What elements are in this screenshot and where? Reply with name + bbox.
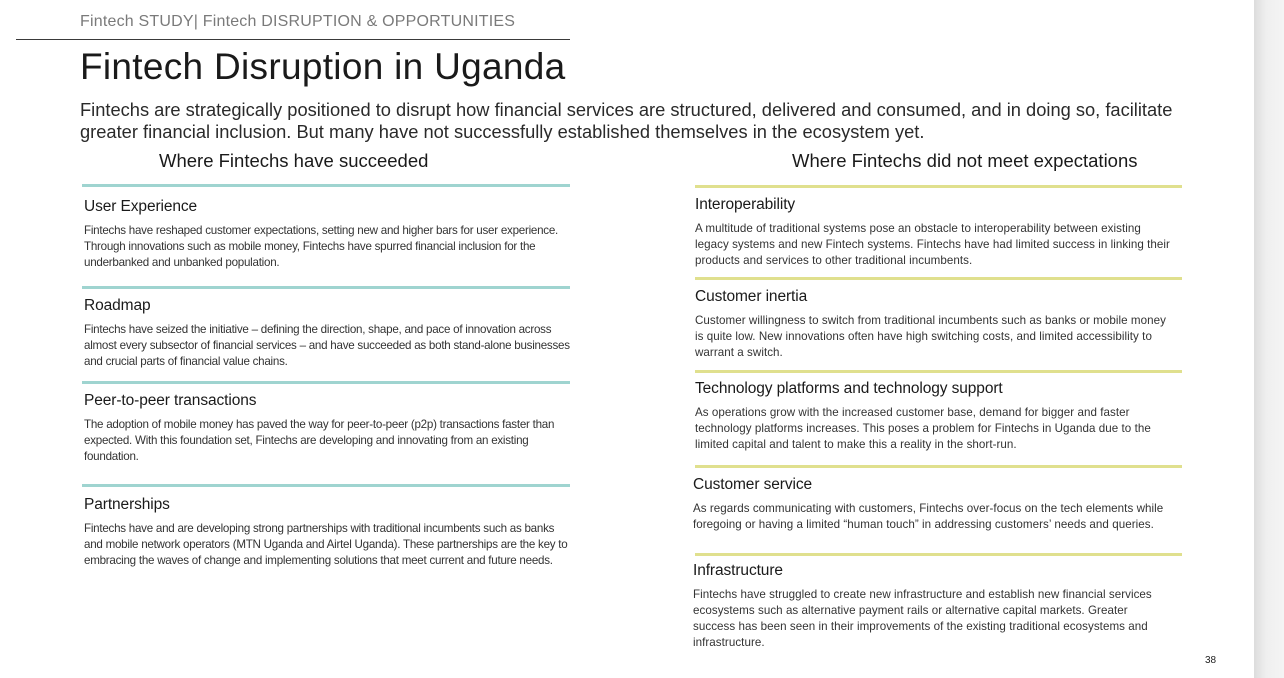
left-column-heading: Where Fintechs have succeeded <box>159 150 429 171</box>
intro-paragraph: Fintechs are strategically positioned to disrupt how financial services are structured, delivered and consumed, and in doing so, facilitate greater financial inclusion. But many have not successfully established themselves in the ecosystem yet. <box>80 99 1173 142</box>
left-item-title: Peer-to-peer transactions <box>84 392 257 409</box>
left-item-title: Roadmap <box>84 297 151 314</box>
right-divider <box>695 185 1182 188</box>
left-item-body: The adoption of mobile money has paved the way for peer-to-peer (p2p) transactions faster than expected. With this foundation set, Fintechs are developing and innovating from an existing foundation. <box>84 418 555 463</box>
right-item-title: Customer service <box>693 476 812 493</box>
header-breadcrumb: Fintech STUDY| Fintech DISRUPTION & OPPORTUNITIES <box>80 13 516 30</box>
page-title: Fintech Disruption in Uganda <box>80 46 566 87</box>
left-divider <box>82 286 570 289</box>
right-item-title: Infrastructure <box>693 562 783 579</box>
header-divider <box>16 39 570 40</box>
left-item-title: Partnerships <box>84 496 170 513</box>
page-edge-shadow <box>1254 0 1284 678</box>
left-item-title: User Experience <box>84 198 198 215</box>
right-item-body: Fintechs have struggled to create new infrastructure and establish new financial services ecosystems such as alternative payment rails or alternative capital markets. Greater success has been seen in their improvements of the existing traditional ecosystems and infrastructure. <box>693 588 1152 649</box>
left-divider <box>82 484 570 487</box>
right-item-body: A multitude of traditional systems pose an obstacle to interoperability between existing legacy systems and new Fintech systems. Fintechs have had limited success in linking their products and services to other traditional incumbents. <box>695 222 1170 267</box>
right-item-body: Customer willingness to switch from traditional incumbents such as banks or mobile money is quite low. New innovations often have high switching costs, and limited accessibility to warrant a switch. <box>695 314 1166 359</box>
right-divider <box>695 553 1182 556</box>
left-item-body: Fintechs have reshaped customer expectations, setting new and higher bars for user experience. Through innovations such as mobile money, Fintechs have spurred financial inclusion for the underbanked and unbanked population. <box>84 224 559 269</box>
left-item-body: Fintechs have seized the initiative – defining the direction, shape, and pace of innovation across almost every subsector of financial services – and have succeeded as both stand-alone businesses and crucial parts of financial value chains. <box>84 323 570 368</box>
right-item-title: Customer inertia <box>695 288 808 305</box>
right-item-title: Interoperability <box>695 196 796 213</box>
right-divider <box>695 277 1182 280</box>
page-number: 38 <box>1205 655 1217 666</box>
right-column-heading: Where Fintechs did not meet expectations <box>792 150 1138 171</box>
left-divider <box>82 184 570 187</box>
left-divider <box>82 381 570 384</box>
right-divider <box>695 370 1182 373</box>
right-divider <box>695 465 1182 468</box>
right-item-body: As regards communicating with customers, Fintechs over-focus on the tech elements while foregoing or having a limited “human touch” in addressing customers’ needs and queries. <box>693 502 1164 531</box>
right-item-title: Technology platforms and technology support <box>695 380 1003 397</box>
right-item-body: As operations grow with the increased customer base, demand for bigger and faster technology platforms increases. This poses a problem for Fintechs in Uganda due to the limited capital and talent to make this a reality in the short-run. <box>695 406 1151 451</box>
left-item-body: Fintechs have and are developing strong partnerships with traditional incumbents such as banks and mobile network operators (MTN Uganda and Airtel Uganda). These partnerships are the key to embracing the waves of change and implementing solutions that meet current and future needs. <box>84 522 568 567</box>
